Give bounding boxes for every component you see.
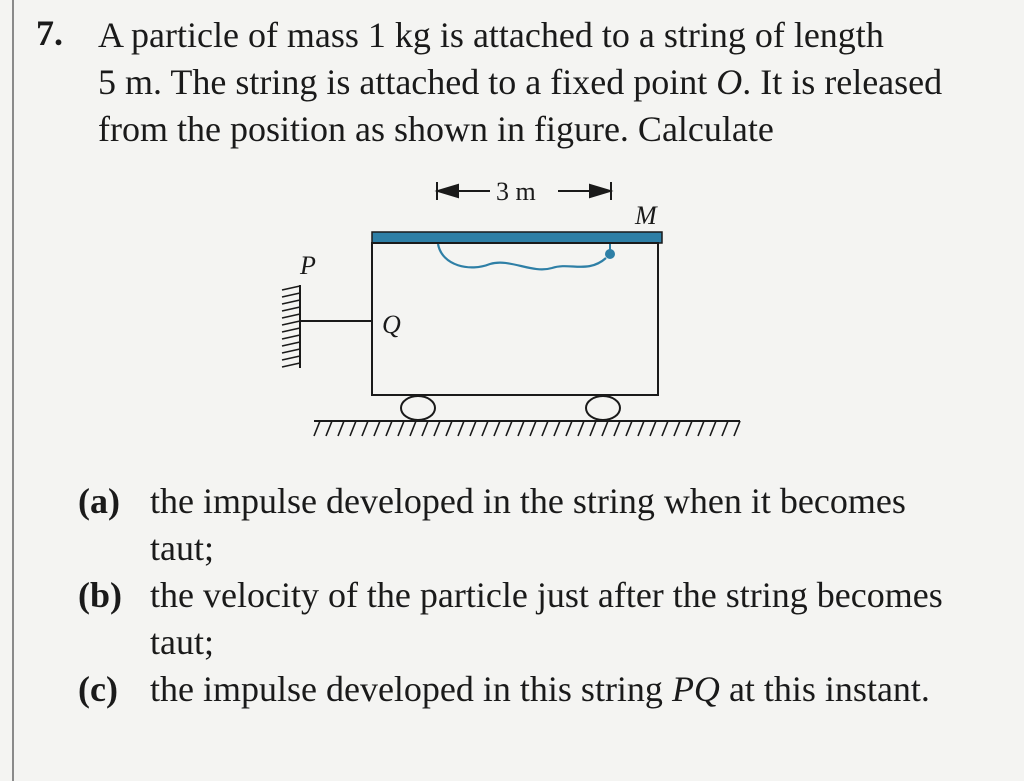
question-parts: [78, 478, 1008, 713]
point-o-label: O: [716, 62, 743, 102]
ground: [314, 421, 740, 436]
box: [372, 243, 658, 395]
question-line-3: from the position as shown in figure. Calculate: [98, 109, 774, 149]
part-a: [78, 478, 1008, 572]
part-c-text-after: at this instant.: [728, 669, 930, 709]
margin-rule: [12, 0, 14, 781]
part-a-line-2: taut;: [150, 528, 214, 568]
label-q: Q: [382, 310, 401, 339]
question-line-2-text: 5 m. The string is attached to a fixed point: [98, 62, 708, 102]
label-p: P: [300, 251, 316, 280]
label-m: M: [635, 201, 657, 230]
wheel-right: [586, 396, 620, 420]
part-c-line-1: [150, 666, 1008, 713]
figure-svg: [270, 168, 750, 458]
wall: [282, 285, 300, 368]
question-text: [98, 12, 1010, 153]
question-number: 7.: [36, 13, 63, 53]
top-plank: [372, 232, 662, 243]
question-line-1: A particle of mass 1 kg is attached to a string of length: [98, 15, 884, 55]
part-b-line-2: taut;: [150, 622, 214, 662]
figure: [270, 168, 750, 458]
dimension-label: 3 m: [496, 177, 536, 206]
part-b: [78, 572, 1008, 666]
part-c: [78, 666, 1008, 713]
wheel-left: [401, 396, 435, 420]
part-c-text-before: the impulse developed in this string: [150, 669, 663, 709]
part-a-label: (a): [78, 481, 120, 521]
part-c-label: (c): [78, 669, 118, 709]
question-line-2: [98, 59, 1010, 106]
part-b-line-1: the velocity of the particle just after the string becomes: [150, 575, 943, 615]
part-b-label: (b): [78, 575, 122, 615]
question-line-2-tail: . It is released: [742, 62, 943, 102]
part-c-pq: PQ: [671, 669, 720, 709]
part-a-line-1: the impulse developed in the string when it becomes: [150, 481, 906, 521]
slack-string: [438, 244, 606, 269]
